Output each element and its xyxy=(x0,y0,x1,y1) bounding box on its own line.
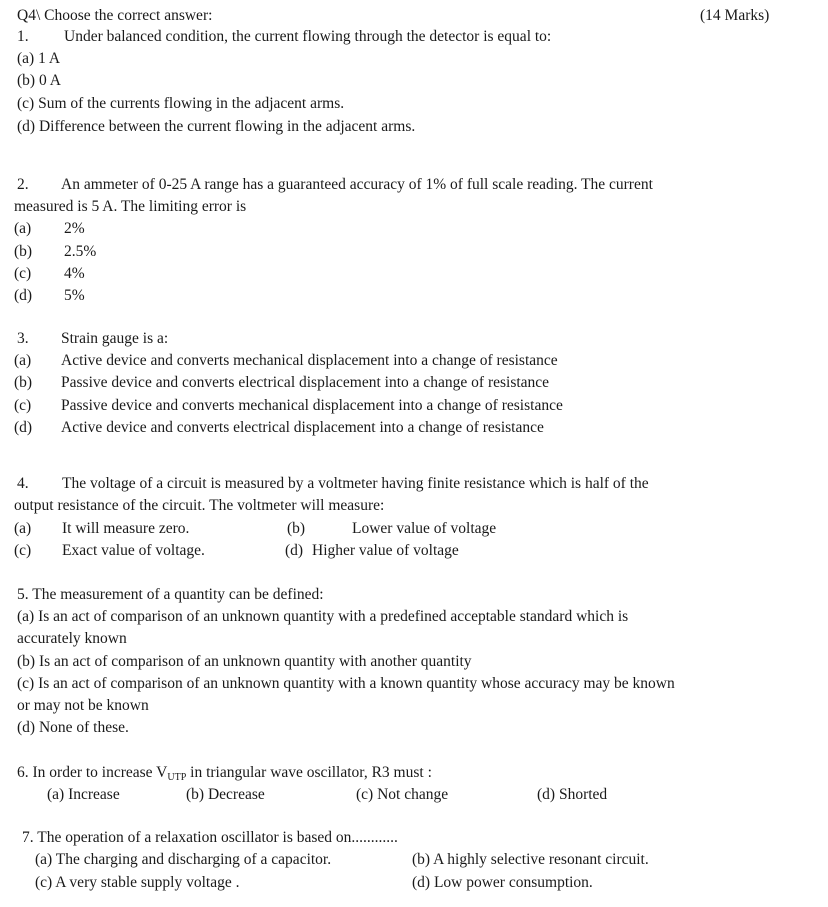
question-text xyxy=(17,764,432,782)
option-c: (c) A very stable supply voltage . xyxy=(35,874,240,891)
section-title: Q4\ Choose the correct answer: xyxy=(17,7,213,24)
option-a-text: Active device and converts mechanical displacement into a change of resistance xyxy=(61,352,558,369)
question-text: Under balanced condition, the current flowing through the detector is equal to: xyxy=(64,28,552,45)
option-a-label: (a) xyxy=(14,352,32,369)
option-b-text: 2.5% xyxy=(64,243,97,260)
option-b: (b) 0 A xyxy=(17,72,61,89)
option-b: (b) A highly selective resonant circuit. xyxy=(412,851,649,868)
question-number: 1. xyxy=(17,28,29,45)
option-d-label: (d) xyxy=(285,542,304,559)
option-d: (d) None of these. xyxy=(17,719,129,736)
option-c-label: (c) xyxy=(14,265,32,282)
question-number: 3. xyxy=(17,330,29,347)
option-c: (c) Sum of the currents flowing in the adjacent arms. xyxy=(17,95,345,112)
option-a-text: 2% xyxy=(64,220,85,237)
option-c: (c) Not change xyxy=(356,786,449,803)
option-a: (a) Increase xyxy=(47,786,120,803)
option-c-label: (c) xyxy=(14,397,32,414)
option-b: (b) Is an act of comparison of an unknown quantity with another quantity xyxy=(17,653,472,670)
option-d: (d) Difference between the current flowing in the adjacent arms. xyxy=(17,118,416,135)
option-b-label: (b) xyxy=(287,520,306,537)
question-text-suffix: in triangular wave oscillator, R3 must : xyxy=(186,764,432,781)
option-b: (b) Decrease xyxy=(186,786,265,803)
option-b-text: Lower value of voltage xyxy=(352,520,497,537)
option-a-label: (a) xyxy=(14,520,32,537)
option-c-text: 4% xyxy=(64,265,85,282)
question-text-line1: An ammeter of 0-25 A range has a guaranteed accuracy of 1% of full scale reading. The current xyxy=(61,176,653,193)
question-text: Strain gauge is a: xyxy=(61,330,169,347)
question-text-prefix: 6. In order to increase V xyxy=(17,764,168,781)
question-text-line2: output resistance of the circuit. The voltmeter will measure: xyxy=(14,497,385,514)
option-c-line2: or may not be known xyxy=(17,697,149,714)
option-c-label: (c) xyxy=(14,542,32,559)
option-d-text: Active device and converts electrical displacement into a change of resistance xyxy=(61,419,544,436)
utp-subscript: UTP xyxy=(167,772,187,783)
option-c-text: Passive device and converts mechanical displacement into a change of resistance xyxy=(61,397,563,414)
question-text-line1: The voltage of a circuit is measured by a voltmeter having finite resistance which is half of the xyxy=(62,475,649,492)
question-number: 4. xyxy=(17,475,29,492)
option-a-line1: (a) Is an act of comparison of an unknown quantity with a predefined acceptable standard which is xyxy=(17,608,629,625)
option-b-label: (b) xyxy=(14,243,33,260)
option-d-text: Higher value of voltage xyxy=(312,542,459,559)
option-d: (d) Shorted xyxy=(537,786,608,803)
option-d-label: (d) xyxy=(14,287,33,304)
option-a: (a) The charging and discharging of a capacitor. xyxy=(35,851,332,868)
option-d-text: 5% xyxy=(64,287,85,304)
option-a-label: (a) xyxy=(14,220,32,237)
option-b-text: Passive device and converts electrical displacement into a change of resistance xyxy=(61,374,550,391)
option-b-label: (b) xyxy=(14,374,33,391)
option-c-line1: (c) Is an act of comparison of an unknown quantity with a known quantity whose accuracy may be known xyxy=(17,675,675,692)
question-text: 7. The operation of a relaxation oscillator is based on............ xyxy=(22,829,398,846)
question-number: 2. xyxy=(17,176,29,193)
option-a-text: It will measure zero. xyxy=(62,520,190,537)
option-d-label: (d) xyxy=(14,419,33,436)
option-c-text: Exact value of voltage. xyxy=(62,542,205,559)
question-text-line2: measured is 5 A. The limiting error is xyxy=(14,198,247,215)
marks-label: (14 Marks) xyxy=(700,7,770,24)
question-text: 5. The measurement of a quantity can be defined: xyxy=(17,586,324,603)
option-a: (a) 1 A xyxy=(17,50,61,67)
option-d: (d) Low power consumption. xyxy=(412,874,593,891)
option-a-line2: accurately known xyxy=(17,630,127,647)
